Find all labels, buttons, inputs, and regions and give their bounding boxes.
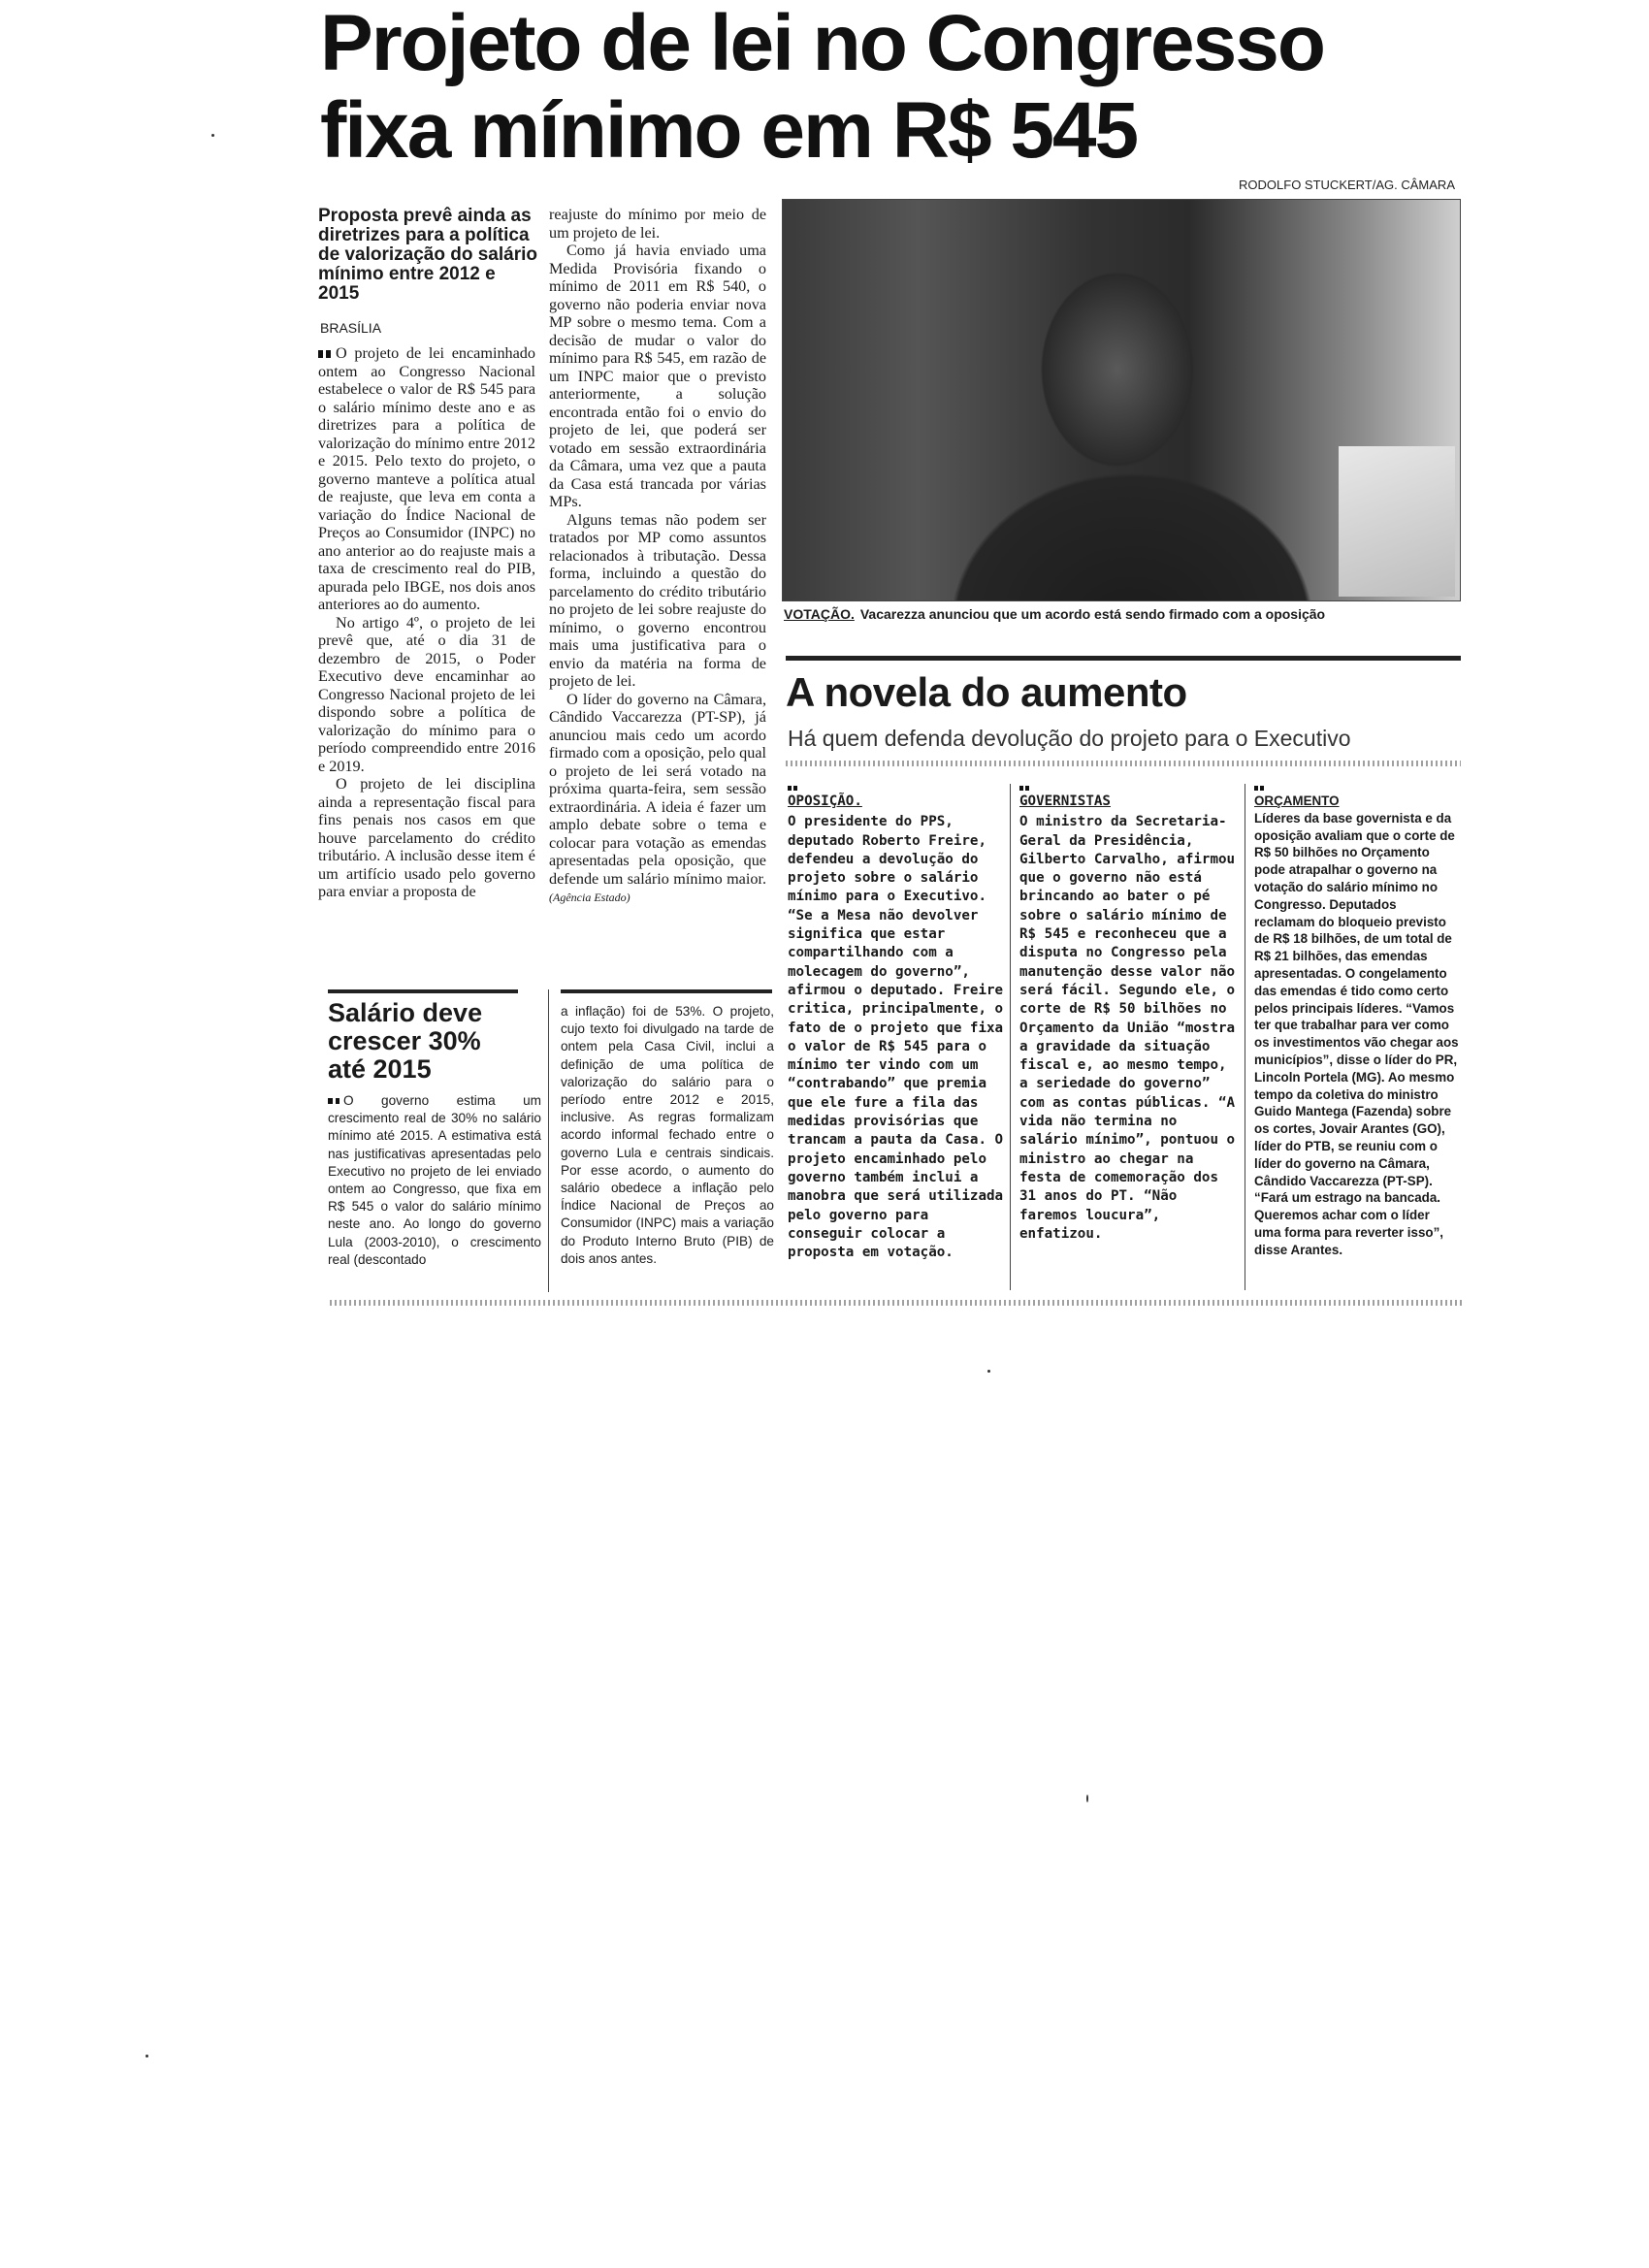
section-rule	[786, 656, 1461, 661]
headline-line-2: fixa mínimo em R$ 545	[320, 86, 1138, 175]
column-heading: OPOSIÇÃO.	[788, 794, 862, 809]
dateline: BRASÍLIA	[320, 320, 382, 336]
bullet-icon	[1254, 786, 1264, 791]
article-paragraph: O projeto de lei disciplina ainda a representação fiscal para fins penais nos casos em que houve parcelamento do crédito tributário. A inclusão desse item é um artifício usado pelo governo para enviar a proposta de	[318, 775, 535, 900]
novela-column-governistas	[1019, 786, 1238, 1244]
article-paragraph: reajuste do mínimo por meio de um projeto de lei.	[549, 206, 766, 242]
article-source: (Agência Estado)	[549, 891, 630, 904]
scan-speck	[1086, 1795, 1088, 1802]
article-column-1	[318, 344, 535, 901]
column-divider	[1010, 784, 1011, 1290]
scan-speck	[146, 2055, 148, 2057]
article-subhead: Proposta prevê ainda as diretrizes para a política de valorização do salário mínimo entre 2012 e 2015	[318, 206, 537, 304]
box-title: Salário deve crescer 30% até 2015	[328, 998, 483, 1084]
caption-label: VOTAÇÃO.	[784, 606, 855, 622]
photo-credit: RODOLFO STUCKERT/AG. CÂMARA	[1239, 178, 1455, 192]
bullet-icon	[328, 1098, 340, 1104]
box-rule	[561, 989, 772, 993]
bottom-dotted-rule	[330, 1300, 1465, 1306]
box-rule	[328, 989, 518, 993]
article-paragraph: Como já havia enviado uma Medida Provisória fixando o mínimo de 2011 em R$ 540, o governo não poderia enviar nova MP sobre o mesmo tema. Com a decisão de mudar o valor do mínimo para R$ 545, em razão de um INPC maior que o previsto anteriormente, a solução encontrada então foi o envio do projeto de lei, que poderá ser votado em sessão extraordinária da Câmara, uma vez que a pauta da Casa está trancada por várias MPs.	[549, 242, 766, 510]
scan-speck	[987, 1370, 990, 1373]
novela-column-oposicao	[788, 786, 1006, 1262]
column-text: O ministro da Secretaria-Geral da Presidência, Gilberto Carvalho, afirmou que o governo não está brincando ao bater o pé sobre o salário mínimo de R$ 545 e reconheceu que a disputa no Congresso pela manutenção desse valor não será fácil. Segundo ele, o corte de R$ 50 bilhões no Orçamento da União “mostra a gravidade da situação fiscal e, ao mesmo tempo, a seriedade do governo” com as contas públicas. “A vida não termina no salário mínimo”, pontuou o ministro ao chegar na festa de comemoração dos 31 anos do PT. “Não faremos loucura”, enfatizou.	[1019, 814, 1236, 1242]
photo-highlight	[1339, 446, 1455, 597]
article-paragraph: No artigo 4º, o projeto de lei prevê que, até o dia 31 de dezembro de 2015, o Poder Executivo deve encaminhar ao Congresso Nacional projeto de lei dispondo sobre a política de valorização do mínimo para o período compreendido entre 2016 e 2019.	[318, 613, 535, 775]
photo-caption	[784, 606, 1463, 622]
column-text: Líderes da base governista e da oposição avaliam que o corte de R$ 50 bilhões no Orçamento pode atrapalhar o governo na votação do salário mínimo no Congresso. Deputados reclamam do bloqueio previsto de R$ 18 bilhões, de um total de R$ 21 bilhões, das emendas apresentadas. O congelamento das emendas é tido como certo pelos principais líderes. “Vamos ter que trabalhar para ver como os investimentos vão chegar aos municípios”, disse o líder do PR, Lincoln Portela (MG). Ao mesmo tempo da coletiva do ministro Guido Mantega (Fazenda) sobre os cortes, Jovair Arantes (GO), líder do PTB, se reuniu com o líder do governo na Câmara, Cândido Vaccarezza (PT-SP). “Fará um estrago na bancada. Queremos achar com o líder uma forma para reverter isso”, disse Arantes.	[1254, 810, 1459, 1257]
article-column-2	[549, 206, 766, 907]
article-paragraph: O líder do governo na Câmara, Cândido Vaccarezza (PT-SP), já anunciou mais cedo um acordo firmado com a oposição, pelo qual o projeto de lei será votado na próxima quarta-feira, sem sessão extraordinária. A ideia é fazer um amplo debate sobre o tema e colocar para votação as emendas apresentadas pela oposição, que defende um salário mínimo maior. (Agência Estado)	[549, 690, 766, 904]
column-divider	[548, 989, 549, 1292]
headline	[320, 0, 1465, 175]
headline-line-1: Projeto de lei no Congresso	[320, 0, 1324, 87]
novela-subtitle: Há quem defenda devolução do projeto para o Executivo	[788, 726, 1351, 751]
dotted-rule	[786, 761, 1461, 766]
box-column-1: O governo estima um crescimento real de 30% no salário mínimo até 2015. A estimativa está nas justificativas apresentadas pelo Executivo no projeto de lei enviado ontem ao Congresso, que fixa em R$ 545 o valor do salário mínimo neste ano. Ao longo do governo Lula (2003-2010), o crescimento real (descontado	[328, 1093, 541, 1267]
novela-title: A novela do aumento	[786, 669, 1187, 715]
column-heading: GOVERNISTAS	[1019, 794, 1111, 809]
column-text: O presidente do PPS, deputado Roberto Freire, defendeu a devolução do projeto sobre o salário mínimo para o Executivo. “Se a Mesa não devolver significa que estar compartilhando com a molecagem do governo”, afirmou o deputado. Freire critica, principalmente, o fato de o projeto que fixa o valor de R$ 545 para o mínimo ter vindo com um “contrabando” que premia que ele fure a fila das medidas provisórias que trancam a pauta da Casa. O projeto encaminhado pelo governo também inclui a manobra que será utilizada pelo governo para conseguir colocar a proposta em votação.	[788, 814, 1004, 1261]
column-heading: ORÇAMENTO	[1254, 794, 1340, 808]
novela-column-orcamento	[1254, 786, 1460, 1259]
bullet-icon	[318, 350, 332, 358]
article-paragraph: Alguns temas não podem ser tratados por MP como assuntos relacionados à tributação. Dessa forma, incluindo a questão do parcelamento do crédito tributário no projeto de lei sobre reajuste do mínimo, o governo encontrou mais uma justificativa para o envio da matéria na forma de projeto de lei.	[549, 510, 766, 690]
scan-speck	[211, 134, 214, 137]
caption-text: Vacarezza anunciou que um acordo está sendo firmado com a oposição	[859, 606, 1326, 622]
article-paragraph: O projeto de lei encaminhado ontem ao Congresso Nacional estabelece o valor de R$ 545 para o salário mínimo deste ano e as diretrizes para a política de valorização do mínimo entre 2012 e 2015. Pelo texto do projeto, o governo manteve a política atual de reajuste, que leva em conta a variação do Índice Nacional de Preços ao Consumidor (INPC) no ano anterior ao do reajuste mais a taxa de crescimento real do PIB, apurada pelo IBGE, nos dois anos anteriores ao do aumento.	[318, 344, 535, 613]
bullet-icon	[788, 786, 797, 791]
box-column-2: a inflação) foi de 53%. O projeto, cujo texto foi divulgado na tarde de ontem pela Casa Civil, inclui a definição de uma política de valorização do salário para o período entre 2012 e 2015, inclusive. As regras formalizam acordo informal fechado entre o governo Lula e centrais sindicais. Por esse acordo, o aumento do salário obedece a inflação pelo Índice Nacional de Preços ao Consumidor (INPC) mais a variação do Produto Interno Bruto (PIB) de dois anos antes.	[561, 1004, 774, 1266]
bullet-icon	[1019, 786, 1029, 791]
